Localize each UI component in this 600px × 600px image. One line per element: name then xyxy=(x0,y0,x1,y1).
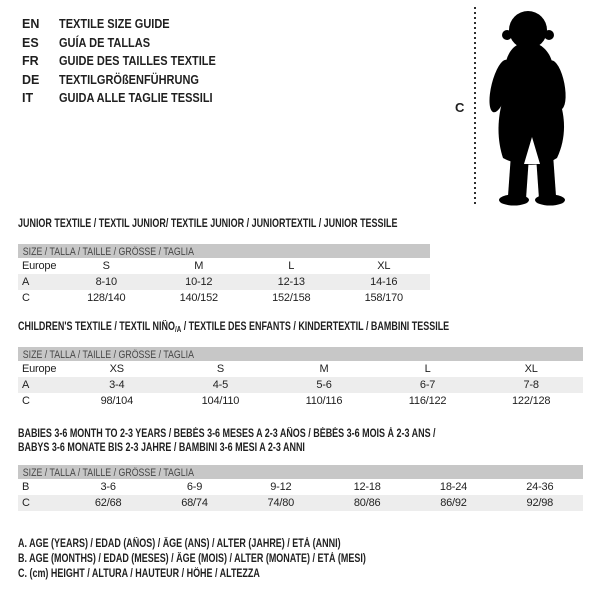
junior-section-title: JUNIOR TEXTILE / TEXTIL JUNIOR/ TEXTILE JUNIOR / JUNIORTEXTIL / JUNIOR TESSILE xyxy=(18,218,398,230)
size-header-label: SIZE / TALLA / TAILLE / GRÖSSE / TAGLIA xyxy=(22,349,194,361)
language-guide-title: GUIDE DES TAILLES TEXTILE xyxy=(59,54,216,69)
babies-title-line2: BABYS 3-6 MONATE BIS 2-3 JAHRE / BAMBINI 3-6 MESI A 2-3 ANNI xyxy=(18,442,305,454)
babies-title-line1: BABIES 3-6 MONTH TO 2-3 YEARS / BEBÉS 3-6 MESES A 2-3 AÑOS / BÉBÉS 3-6 MOIS À 2-3 ANS / xyxy=(18,428,436,440)
size-cell: S xyxy=(216,363,224,375)
size-header-bar xyxy=(18,465,583,479)
table-row-height xyxy=(18,290,430,306)
row-label: Europe xyxy=(22,363,57,375)
language-code: EN xyxy=(22,17,40,32)
height-cell: 62/68 xyxy=(94,497,122,509)
row-label: B xyxy=(22,481,30,493)
age-cell: 4-5 xyxy=(212,379,229,391)
age-cell: 14-16 xyxy=(370,276,398,288)
junior-size-table xyxy=(18,244,430,306)
row-label: A xyxy=(22,276,30,288)
age-cell: 8-10 xyxy=(95,276,117,288)
footnote-age-months: B. AGE (MONTHS) / EDAD (MESES) / ÂGE (MOIS) / ALTER (MONATE) / ETÀ (MESI) xyxy=(18,553,366,565)
height-cell: 158/170 xyxy=(364,292,403,304)
language-code: DE xyxy=(22,72,40,87)
language-code: FR xyxy=(22,54,39,69)
language-guide-title: TEXTILE SIZE GUIDE xyxy=(59,17,170,32)
children-title-sub: /A xyxy=(174,325,182,334)
size-header-label: SIZE / TALLA / TAILLE / GRÖSSE / TAGLIA xyxy=(22,246,194,258)
size-cell: M xyxy=(319,363,329,375)
table-row-europe xyxy=(18,361,583,377)
babies-size-table xyxy=(18,465,583,511)
age-cell: 9-12 xyxy=(270,481,292,493)
table-row-height xyxy=(18,393,583,409)
height-cell: 140/152 xyxy=(179,292,218,304)
height-cell: 110/116 xyxy=(305,395,343,407)
age-cell: 12-13 xyxy=(277,276,305,288)
babies-section-title xyxy=(18,427,436,455)
height-cell: 86/92 xyxy=(440,497,467,509)
age-cell: 6-9 xyxy=(186,481,203,493)
language-row-de xyxy=(22,71,237,90)
size-cell: XL xyxy=(524,363,538,375)
table-row-age xyxy=(18,274,430,290)
height-cell: 128/140 xyxy=(87,292,126,304)
height-cell: 152/158 xyxy=(272,292,311,304)
size-header-bar xyxy=(18,244,430,258)
language-guide-title: GUÍA DE TALLAS xyxy=(59,35,151,50)
table-row-age xyxy=(18,377,583,393)
footnote-age-years: A. AGE (YEARS) / EDAD (AÑOS) / ÂGE (ANS) / ALTER (JAHRE) / ETÀ (ANNI) xyxy=(18,538,341,550)
language-row-es xyxy=(22,34,237,53)
toddler-silhouette-icon xyxy=(487,6,591,209)
age-cell: 3-4 xyxy=(109,379,125,391)
row-label: C xyxy=(22,395,30,407)
children-size-table xyxy=(18,347,583,409)
table-row-europe xyxy=(18,258,430,274)
row-label: Europe xyxy=(22,260,57,272)
size-cell: XS xyxy=(109,363,124,375)
language-code: ES xyxy=(22,35,39,50)
children-section-title xyxy=(18,321,449,336)
height-cell: 104/110 xyxy=(201,395,240,407)
height-cell: 122/128 xyxy=(511,395,551,407)
size-cell: M xyxy=(194,260,204,272)
height-cell: 98/104 xyxy=(100,395,134,407)
age-cell: 3-6 xyxy=(100,481,116,493)
size-header-label: SIZE / TALLA / TAILLE / GRÖSSE / TAGLIA xyxy=(22,467,194,479)
children-title-pre: CHILDREN'S TEXTILE / TEXTIL NIÑO xyxy=(18,321,175,333)
language-guide-title: TEXTILGRÖßENFÜHRUNG xyxy=(59,72,199,87)
size-cell: L xyxy=(288,260,295,272)
height-cell: 68/74 xyxy=(181,497,208,509)
size-cell: XL xyxy=(377,260,391,272)
footnotes xyxy=(18,538,464,583)
age-cell: 5-6 xyxy=(316,379,332,391)
row-label: C xyxy=(22,292,30,304)
table-row-height xyxy=(18,495,583,511)
language-row-fr xyxy=(22,52,237,71)
age-cell: 24-36 xyxy=(526,481,554,493)
language-guide-title: GUIDA ALLE TAGLIE TESSILI xyxy=(59,91,213,106)
size-header-bar xyxy=(18,347,583,361)
height-cell: 74/80 xyxy=(267,497,295,509)
children-title-post: / TEXTILE DES ENFANTS / KINDERTEXTIL / BAMBINI TESSILE xyxy=(181,321,450,333)
table-row-age-months xyxy=(18,479,583,495)
age-cell: 18-24 xyxy=(439,481,468,493)
age-cell: 7-8 xyxy=(523,379,539,391)
language-guide-list xyxy=(22,15,237,108)
height-cell: 116/122 xyxy=(408,395,447,407)
row-label: A xyxy=(22,379,30,391)
height-measure-dotted-line xyxy=(474,7,476,207)
age-cell: 12-18 xyxy=(353,481,381,493)
height-measure-label: C xyxy=(455,100,465,115)
height-cell: 92/98 xyxy=(526,497,554,509)
size-cell: S xyxy=(102,260,110,272)
footnote-height: C. (cm) HEIGHT / ALTURA / HAUTEUR / HÖHE / ALTEZZA xyxy=(18,568,260,580)
size-cell: L xyxy=(424,363,431,375)
language-code: IT xyxy=(22,91,34,106)
row-label: C xyxy=(22,497,30,509)
language-row-it xyxy=(22,89,237,108)
language-row-en xyxy=(22,15,237,34)
age-cell: 10-12 xyxy=(185,276,213,288)
height-cell: 80/86 xyxy=(353,497,381,509)
age-cell: 6-7 xyxy=(419,379,436,391)
